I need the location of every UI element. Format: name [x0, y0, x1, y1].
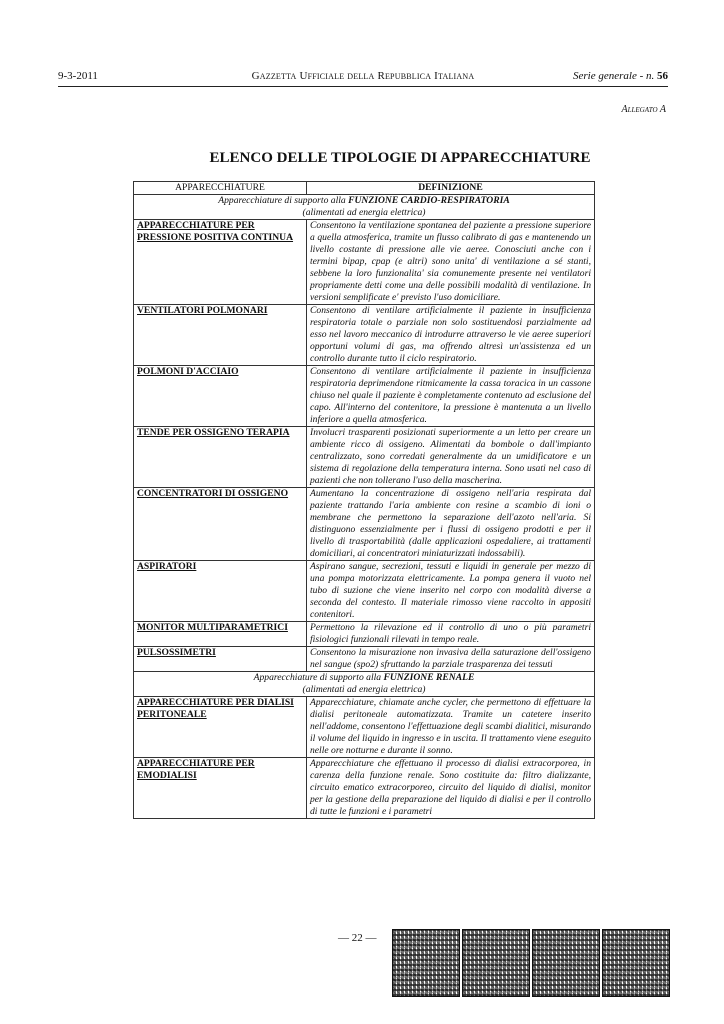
header-serie: [573, 70, 668, 82]
barcode-image: [532, 929, 600, 997]
equipment-name: POLMONI D'ACCIAIO: [134, 366, 307, 427]
allegato-label: Allegato A: [621, 104, 666, 115]
equipment-name: APPARECCHIATURE PER DIALISI PERITONEALE: [134, 697, 307, 758]
equipment-definition: Involucri trasparenti posizionati superiormente a un letto per creare un ambiente ricco di ossigeno. Alimentati da bombole o dall'impianto centralizzato, sono corredati generalmente da un umidificatore e un sistema di regolazione della temperatura interna. Sono usati nel caso di pazienti che non tollerano l'uso della mascherina.: [307, 427, 595, 488]
equipment-name: PULSOSSIMETRI: [134, 647, 307, 672]
header-date: 9-3-2011: [58, 70, 98, 82]
equipment-definition: Apparecchiature che effettuano il processo di dialisi extracorporea, in carenza della funzione renale. Sono costituite da: filtro dializzante, circuito ematico extracorporeo, circuito del liquido di dialisi, monitor per la gestione della preparazione del liquido di dialisi e per il controllo di tutte le funzioni e i parametri: [307, 758, 595, 819]
document-title: [0, 150, 724, 167]
table-row: [134, 220, 595, 305]
table-row: [134, 647, 595, 672]
table-header-row: [134, 182, 595, 195]
table-row: [134, 561, 595, 622]
section-function: FUNZIONE RENALE: [383, 672, 475, 683]
page-number: — 22 —: [338, 932, 377, 944]
table-row: [134, 427, 595, 488]
equipment-definition: Consentono la misurazione non invasiva della saturazione dell'ossigeno nel sangue (spo2) sfruttando la parziale trasparenza dei tessuti: [307, 647, 595, 672]
section-subtitle: (alimentati ad energia elettrica): [302, 207, 426, 218]
equipment-definition: Aspirano sangue, secrezioni, tessuti e liquidi in generale per mezzo di una pompa motorizzata elettricamente. La pompa genera il vuoto nel tubo di suzione che viene inserito nel corpo con modalità diverse a seconda del contesto. Il materiale rimosso viene raccolto in appositi contenitori.: [307, 561, 595, 622]
equipment-name: VENTILATORI POLMONARI: [134, 305, 307, 366]
barcode-image: [602, 929, 670, 997]
equipment-name: ASPIRATORI: [134, 561, 307, 622]
equipment-definition: Permettono la rilevazione ed il controllo di uno o più parametri fisiologici funzionali rilevati in tempo reale.: [307, 622, 595, 647]
equipment-name: TENDE PER OSSIGENO TERAPIA: [134, 427, 307, 488]
table-row: [134, 758, 595, 819]
document-title-text: ELENCO DELLE TIPOLOGIE DI APPARECCHIATURE: [209, 150, 591, 166]
section-prefix: Apparecchiature di supporto alla: [253, 672, 382, 683]
section-renale: [134, 672, 595, 697]
equipment-name: CONCENTRATORI DI OSSIGENO: [134, 488, 307, 561]
section-prefix: Apparecchiature di supporto alla: [218, 195, 346, 206]
section-row-cardio: [134, 195, 595, 220]
equipment-name: APPARECCHIATURE PER EMODIALISI: [134, 758, 307, 819]
section-cardio-respiratoria: [134, 195, 595, 220]
header-gazette-title: Gazzetta Ufficiale della Repubblica Italiana: [251, 70, 475, 82]
table-row: [134, 488, 595, 561]
header-issue-number: 56: [657, 70, 668, 82]
section-subtitle: (alimentati ad energia elettrica): [302, 684, 426, 695]
header-serie-label: Serie generale - n.: [573, 70, 655, 82]
equipment-definition: Apparecchiature, chiamate anche cycler, che permettono di effettuare la dialisi peritoneale automatizzata. Tramite un catetere inserito nell'addome, consentono l'effettuazione degli scambi dialitici, misurando il volume del liquido in ingresso e in uscita. Il trattamento viene eseguito nelle ore notturne e durante il sonno.: [307, 697, 595, 758]
table-row: [134, 622, 595, 647]
barcode-image: [462, 929, 530, 997]
page-header: [58, 70, 668, 86]
equipment-definition: Consentono la ventilazione spontanea del paziente a pressione superiore a quella atmosferica, tramite un flusso calibrato di gas e mantenendo un livello costante di pressione alle vie aeree. Conosciuti anche con i termini bipap, cpap (e altri) sono unita' di ventilazione a sé stanti, sebbene la loro funzionalita' sia comunemente presente nei ventilatori propriamente detti come una delle possibili modalità di ventilazione. In versioni semplificate e' previsto l'uso domiciliare.: [307, 220, 595, 305]
table-row: [134, 697, 595, 758]
section-row-renal: [134, 672, 595, 697]
equipment-name: APPARECCHIATURE PER PRESSIONE POSITIVA CONTINUA: [134, 220, 307, 305]
section-function: FUNZIONE CARDIO-RESPIRATORIA: [348, 195, 510, 206]
header-rule: [58, 86, 668, 87]
column-header-definition: DEFINIZIONE: [307, 182, 595, 195]
equipment-definition: Consentono di ventilare artificialmente il paziente in insufficienza respiratoria deprimendone ritmicamente la cassa toracica in un cassone chiuso nel quale il paziente è completamente contenuto ad esclusione del capo. All'interno del contenitore, la pressione è mantenuta a un livello inferiore a quella atmosferica.: [307, 366, 595, 427]
equipment-definition: Aumentano la concentrazione di ossigeno nell'aria respirata dal paziente trattando l'aria ambiente con resine a scambio di ioni o membrane che permettono la separazione dell'azoto nell'aria. Si distinguono essenzialmente per i flussi di ossigeno prodotti e per il livello di trasportabilità (dalle applicazioni ospedaliere, ai trattamenti domiciliari, ai concentratori miniaturizzati indossabili).: [307, 488, 595, 561]
table-row: [134, 366, 595, 427]
column-header-equipment: APPARECCHIATURE: [134, 182, 307, 195]
equipment-name: MONITOR MULTIPARAMETRICI: [134, 622, 307, 647]
equipment-definition: Consentono di ventilare artificialmente il paziente in insufficienza respiratoria totale o parziale non solo sostituendosi parzialmente ad esso nel lavoro meccanico di introdurre attraverso le vie aeree superiori opportuni volumi di gas, ma offrendo altresì un'assistenza ed un controllo durante tutto il ciclo respiratorio.: [307, 305, 595, 366]
table-row: [134, 305, 595, 366]
equipment-table: [133, 181, 595, 819]
barcode-image: [392, 929, 460, 997]
